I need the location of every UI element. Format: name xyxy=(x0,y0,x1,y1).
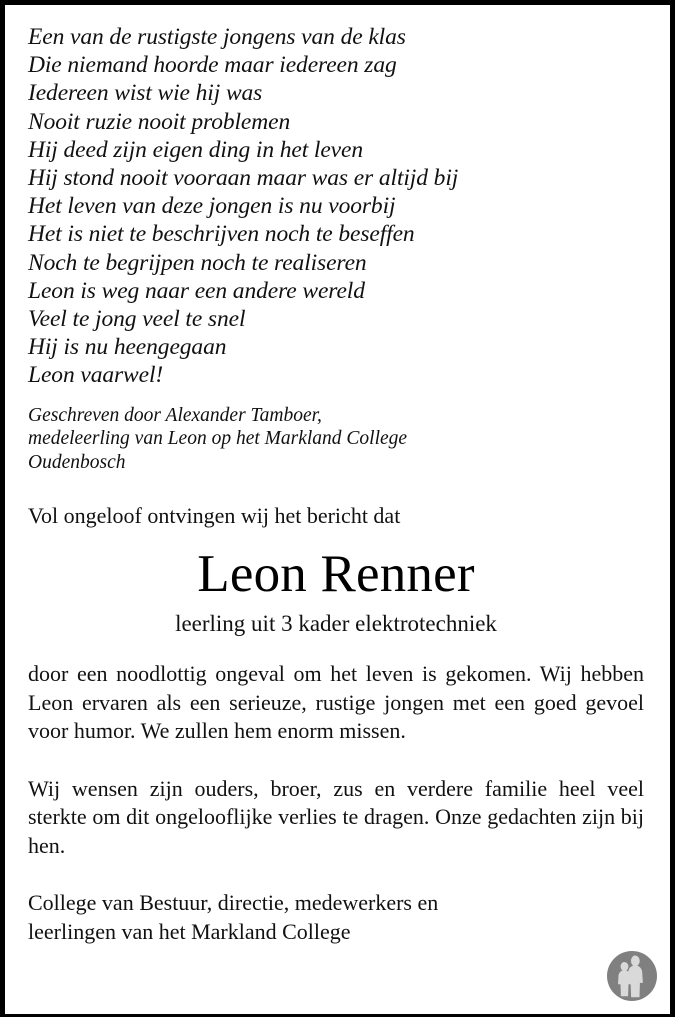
poem xyxy=(28,23,644,390)
poem-line: Hij deed zijn eigen ding in het leven xyxy=(28,136,363,163)
poem-line: Een van de rustigste jongens van de klas xyxy=(28,24,406,50)
poem-line: Nooit ruzie nooit problemen xyxy=(28,108,291,135)
attribution-line: Oudenbosch xyxy=(28,451,126,473)
markland-college-logo-icon xyxy=(604,948,660,1004)
signature-block xyxy=(28,889,613,946)
poem-line: Hij is nu heengegaan xyxy=(28,334,227,361)
poem-line: Iedereen wist wie hij was xyxy=(28,80,263,107)
signature-line: leerlingen van het Markland College xyxy=(28,918,351,944)
deceased-role: leerling uit 3 kader elektrotechniek xyxy=(175,611,497,637)
poem-line: Veel te jong veel te snel xyxy=(28,306,246,333)
poem-line: Hij stond nooit vooraan maar was er altijd bij xyxy=(28,165,459,192)
attribution-line: Geschreven door Alexander Tamboer, xyxy=(28,404,322,426)
poem-line: Noch te begrijpen noch te realiseren xyxy=(28,249,367,276)
poem-attribution xyxy=(28,404,644,475)
poem-line: Die niemand hoorde maar iedereen zag xyxy=(28,52,397,79)
name-block xyxy=(28,545,644,638)
lead-in-text: Vol ongeloof ontvingen wij het bericht dat xyxy=(28,503,401,529)
signature-line: College van Bestuur, directie, medewerkers en xyxy=(28,890,439,916)
poem-line: Het leven van deze jongen is nu voorbij xyxy=(28,193,396,220)
body-paragraph-2: Wij wensen zijn ouders, broer, zus en verdere familie heel veel sterkte om dit ongelooflijke verlies te dragen. Onze gedachten zijn bij hen. xyxy=(28,775,644,858)
poem-line: Leon vaarwel! xyxy=(28,362,164,389)
poem-line: Het is niet te beschrijven noch te beseffen xyxy=(28,221,415,248)
poem-line: Leon is weg naar een andere wereld xyxy=(28,277,365,304)
body-paragraph-1: door een noodlottig ongeval om het leven is gekomen. Wij hebben Leon ervaren als een serieuze, rustige jongen met een goed gevoel voor humor. We zullen hem enorm missen. xyxy=(28,661,644,744)
deceased-name: Leon Renner xyxy=(197,545,475,604)
attribution-line: medeleerling van Leon op het Markland College xyxy=(28,428,408,450)
